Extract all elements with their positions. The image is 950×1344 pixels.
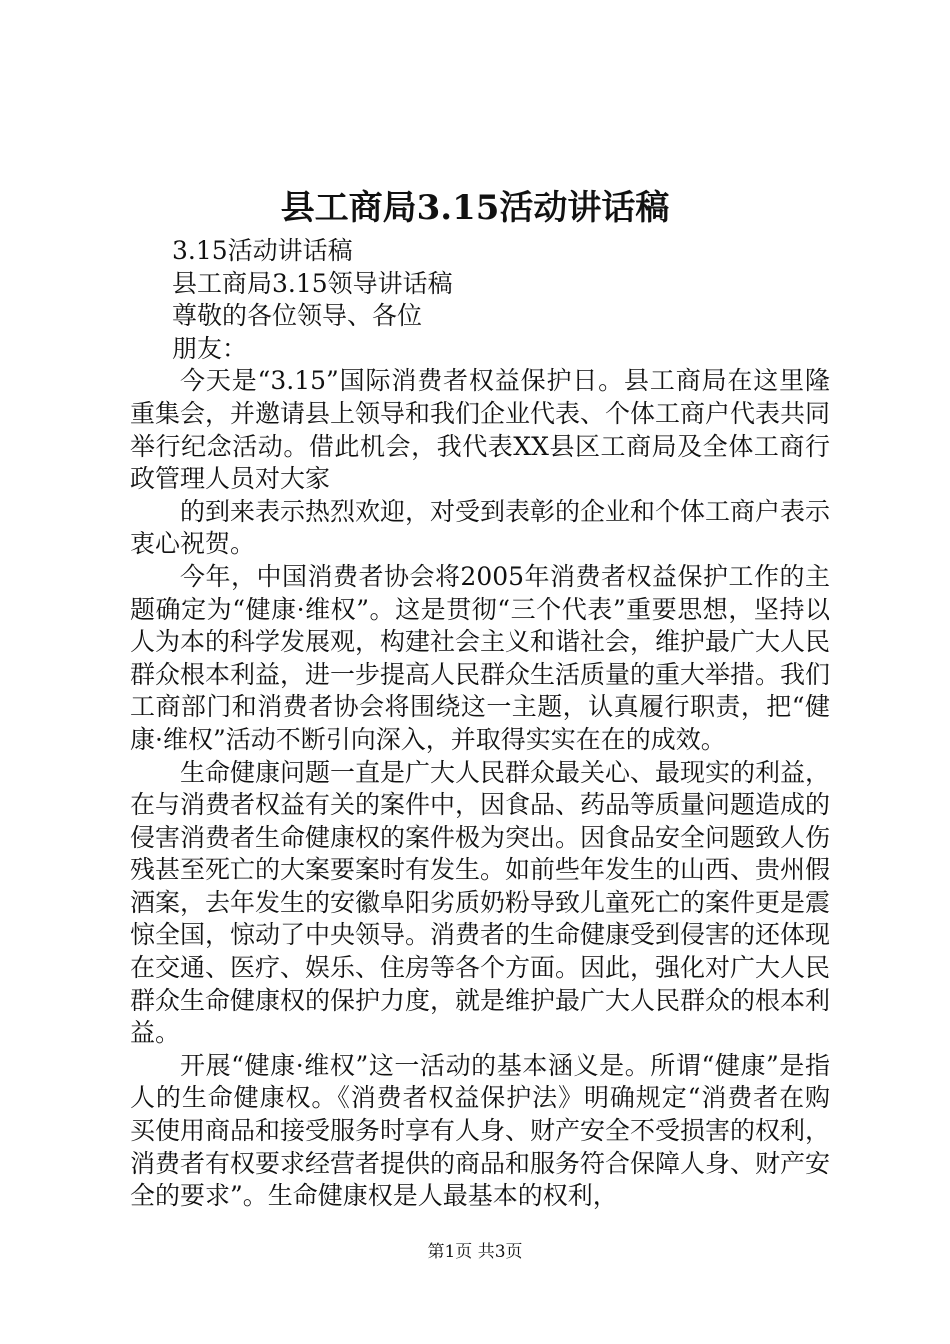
paragraph: 今年，中国消费者协会将2005年消费者权益保护工作的主题确定为“健康·维权”。这是贯彻“三个代表”重要思想，坚持以人为本的科学发展观，构建社会主义和谐社会，维护最广大人民群众根本利益，进一步提高人民群众生活质量的重大举措。我们工商部门和消费者协会将围绕这一主题，认真履行职责，把“健康·维权”活动不断引向深入，并取得实实在在的成效。: [130, 561, 831, 754]
paragraph: 尊敬的各位领导、各位: [172, 301, 423, 331]
paragraph: 生命健康问题一直是广大人民群众最关心、最现实的利益，在与消费者权益有关的案件中，因食品、药品等质量问题造成的侵害消费者生命健康权的案件极为突出。因食品安全问题致人伤残甚至死亡的大案要案时有发生。如前些年发生的山西、贵州假酒案，去年发生的安徽阜阳劣质奶粉导致儿童死亡的案件更是震惊全国，惊动了中央领导。消费者的生命健康受到侵害的还体现在交通、医疗、娱乐、住房等各个方面。因此，强化对广大人民群众生命健康权的保护力度，就是维护最广大人民群众的根本利益。: [130, 757, 831, 1048]
document-title: 县工商局3.15活动讲话稿: [280, 188, 670, 228]
paragraph: 朋友：: [172, 333, 248, 363]
paragraph: 县工商局3.15领导讲话稿: [172, 268, 453, 298]
paragraph: 今天是“3.15”国际消费者权益保护日。县工商局在这里隆重集会，并邀请县上领导和我们企业代表、个体工商户代表共同举行纪念活动。借此机会，我代表XX县区工商局及全体工商行政管理人员对大家: [130, 366, 831, 494]
paragraph: 的到来表示热烈欢迎，对受到表彰的企业和个体工商户表示衷心祝贺。: [130, 496, 831, 559]
paragraph: 3.15活动讲话稿: [172, 236, 353, 265]
page-number: 第1页 共3页: [427, 1242, 523, 1262]
document-body: [130, 235, 830, 1213]
paragraph: 开展“健康·维权”这一活动的基本涵义是。所谓“健康”是指人的生命健康权。《消费者权益保护法》明确规定“消费者在购买使用商品和接受服务时享有人身、财产安全不受损害的权利，消费者有权要求经营者提供的商品和服务符合保障人身、财产安全的要求”。生命健康权是人最基本的权利，: [130, 1050, 831, 1211]
